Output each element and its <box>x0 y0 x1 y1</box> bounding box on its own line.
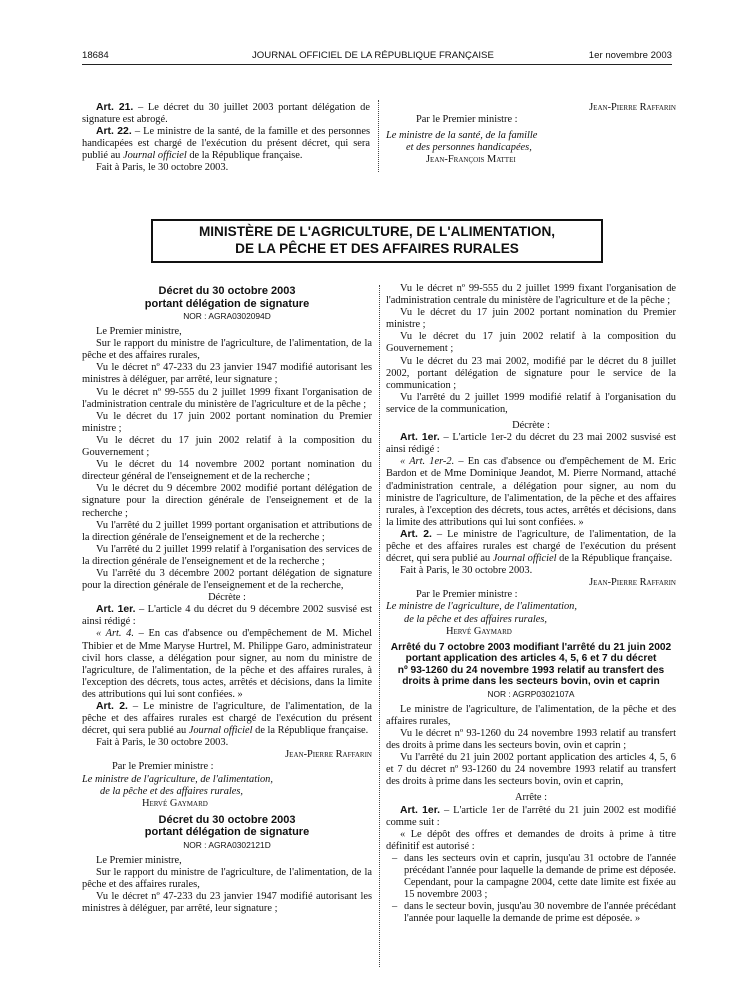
page-number: 18684 <box>82 50 109 61</box>
journal-ref: Journal officiel <box>122 150 187 162</box>
list-item: – dans le secteur bovin, jusqu'au 30 novembre de l'année précédant l'année pour laquelle la demande de prime est déposée. » <box>404 901 676 925</box>
signature-pm: Jean-Pierre Raffarin <box>285 749 372 761</box>
signature-pm: Jean-Pierre Raffarin <box>589 577 676 589</box>
paragraph: Vu le décret du 9 décembre 2002 modifié portant délégation de signature pour la direction générale de l'enseignement et de la recherche ; <box>82 483 372 519</box>
article-1-text: – L'article 4 du décret du 9 décembre 2002 susvisé est ainsi rédigé : <box>82 604 372 628</box>
left-column <box>82 285 372 915</box>
paragraph: Vu le décret nº 93-1260 du 24 novembre 1993 relatif au transfert des droits à prime dans les secteurs bovin, ovin et caprin ; <box>386 728 676 752</box>
dash-list <box>386 853 676 926</box>
paragraph: Le Premier ministre, <box>96 326 182 338</box>
minister-line-2: de la pêche et des affaires rurales, <box>404 613 548 625</box>
ministry-line-1: MINISTÈRE DE L'AGRICULTURE, DE L'ALIMENTATION, <box>198 224 556 239</box>
journal-ref: Journal officiel <box>188 725 253 737</box>
decree-1-nor: NOR : AGRA0302094D <box>183 311 271 321</box>
article-2-text: – Le ministre de l'agriculture, de l'alimentation, de la pêche et des affaires rurales est chargé de l'exécution du présent décret, qui sera publié au <box>386 528 676 565</box>
paragraph: Vu le décret nº 47-233 du 23 janvier 1947 modifié autorisant les ministres à déléguer, par arrêté, leur signature ; <box>82 362 372 386</box>
article-21-head: Art. 21. <box>96 102 134 113</box>
article-22-text: – Le ministre de la santé, de la famille et des personnes handicapées est chargé de l'exécution du présent décret, qui sera publié au <box>82 126 370 162</box>
decree-1-title-line-1: Décret du 30 octobre 2003 <box>158 285 296 297</box>
column-divider <box>378 100 379 172</box>
paragraph: Vu le décret du 17 juin 2002 relatif à la composition du Gouvernement ; <box>386 331 676 355</box>
arrete-title-line-2: portant application des articles 4, 5, 6 et 7 du décret <box>405 653 657 665</box>
paragraph: Le ministre de l'agriculture, de l'alimentation, de la pêche et des affaires rurales, <box>386 703 676 727</box>
article-1-2-head: « Art. 1er-2. <box>400 456 455 468</box>
arrete-title <box>386 642 676 688</box>
decrete-label: Décrète : <box>208 592 246 604</box>
fait-line: Fait à Paris, le 30 octobre 2003. <box>96 737 229 749</box>
page-header <box>82 50 672 65</box>
paragraph: Vu l'arrêté du 3 décembre 2002 portant délégation de signature pour la direction générale de l'enseignement et de la recherche, <box>82 567 372 592</box>
arrete-title-line-4: droits à prime dans les secteurs bovin, ovin et caprin <box>402 676 660 688</box>
arrete-nor: NOR : AGRP0302107A <box>487 688 575 699</box>
journal-ref: Journal officiel <box>492 553 557 565</box>
paragraph: Vu le décret nº 99-555 du 2 juillet 1999 fixant l'organisation de l'administration centrale du ministère de l'agriculture et de la pêche ; <box>82 386 372 410</box>
list-item: – dans les secteurs ovin et caprin, jusqu'au 31 octobre de l'année précédant l'année pour laquelle la demande de prime est déposée. Cependant, pour la campagne 2004, cette date limite est fixée au 15 novembre 2003 ; <box>404 853 676 901</box>
paragraph: Vu le décret du 17 juin 2002 relatif à la composition du Gouvernement ; <box>82 434 372 459</box>
article-1-head: Art. 1er. <box>400 432 440 444</box>
signature-minister: Hervé Gaymard <box>142 797 208 809</box>
top-right-column <box>386 102 676 166</box>
article-2-end: de la République française. <box>556 553 673 565</box>
paragraph: Vu le décret nº 47-233 du 23 janvier 1947 modifié autorisant les ministres à déléguer, par arrêté, leur signature ; <box>82 891 372 915</box>
article-21-text: – Le décret du 30 juillet 2003 portant délégation de signature est abrogé. <box>82 102 370 126</box>
top-left-column <box>82 102 370 175</box>
article-1-text: – L'article 1er de l'arrêté du 21 juin 2002 est modifié comme suit : <box>386 804 676 828</box>
decree-2-title-line-2: portant délégation de signature <box>144 826 310 839</box>
decrete-label: Décrète : <box>512 420 550 432</box>
article-1-2-text: – En cas d'absence ou d'empêchement de M. Eric Bardon et de Mme Dominique Jeandot, M. Pierre Normand, attaché d'administration centrale, a délégation pour signer, au nom du ministre de l'agriculture, de l'alimentation, de la pêche et des affaires rurales, à l'exception des décrets, tous actes, arrêtés et décisions, dans la limite des attributions qui lui sont confiées. » <box>386 456 676 528</box>
paragraph: Sur le rapport du ministre de l'agriculture, de l'alimentation, de la pêche et des affaires rurales, <box>82 338 372 362</box>
paragraph: Sur le rapport du ministre de l'agriculture, de l'alimentation, de la pêche et des affaires rurales, <box>82 867 372 891</box>
ministry-line-2: DE LA PÊCHE ET DES AFFAIRES RURALES <box>235 241 519 256</box>
article-22-end: de la République française. <box>186 150 303 162</box>
minister-line-1: Le ministre de l'agriculture, de l'alimentation, <box>386 601 577 613</box>
paragraph: Vu le décret nº 99-555 du 2 juillet 1999 fixant l'organisation de l'administration centrale du ministère de l'agriculture et de la pêche ; <box>386 283 676 307</box>
paragraph: Vu le décret du 17 juin 2002 portant nomination du Premier ministre ; <box>82 410 372 434</box>
quote-paragraph: « Le dépôt des offres et demandes de droits à prime à titre définitif est autorisé : <box>386 828 676 852</box>
article-4-text: – En cas d'absence ou d'empêchement de M. Michel Thibier et de Mme Maryse Hurtrel, M. Philippe Garo, administrateur civil hors classe, a délégation pour signer, au nom du ministre de l'agriculture, de l'alimentation, de la pêche et des affaires rurales, à l'exception des décrets, tous actes, arrêtés et décisions, dans la limite des attributions qui lui sont confiées. » <box>82 628 372 700</box>
signature-minister: Jean-François Mattei <box>426 154 516 166</box>
article-2-text: – Le ministre de l'agriculture, de l'alimentation, de la pêche et des affaires rurales est chargé de l'exécution du présent décret, qui sera publié au <box>82 701 372 737</box>
minister-line-2: et des personnes handicapées, <box>406 142 532 154</box>
paragraph: Vu le décret du 17 juin 2002 portant nomination du Premier ministre ; <box>386 307 676 331</box>
right-column <box>386 283 676 926</box>
paragraph: Vu l'arrêté du 21 juin 2002 portant application des articles 4, 5, 6 et 7 du décret nº 93-1260 du 24 novembre 1993 relatif au transfert des droits à prime dans les secteurs bovin, ovin et caprin, <box>386 752 676 788</box>
decree-1-title-line-2: portant délégation de signature <box>144 297 310 310</box>
article-1-head: Art. 1er. <box>400 804 441 816</box>
arrete-title-line-3: nº 93-1260 du 24 novembre 1993 relatif au transfert des <box>397 664 665 676</box>
paragraph: Vu l'arrêté du 2 juillet 1999 portant organisation et attributions de la direction générale de l'enseignement et de la recherche ; <box>82 519 372 543</box>
article-2-head: Art. 2. <box>96 701 128 712</box>
article-1-text: – L'article 1er-2 du décret du 23 mai 2002 susvisé est ainsi rédigé : <box>386 432 676 456</box>
arrete-title-line-1: Arrêté du 7 octobre 2003 modifiant l'arrêté du 21 juin 2002 <box>390 641 672 653</box>
pm-line: Par le Premier ministre : <box>112 761 214 773</box>
decree-2-title <box>82 814 372 839</box>
article-2-end: de la République française. <box>252 725 369 737</box>
paragraph: Le Premier ministre, <box>96 854 182 866</box>
article-2-head: Art. 2. <box>400 528 432 540</box>
minister-line-1: Le ministre de la santé, de la famille <box>386 130 538 142</box>
journal-title: JOURNAL OFFICIEL DE LA RÉPUBLIQUE FRANÇAISE <box>252 50 494 61</box>
decree-1-title <box>82 285 372 310</box>
fait-line: Fait à Paris, le 30 octobre 2003. <box>96 162 229 174</box>
pm-line: Par le Premier ministre : <box>416 589 518 601</box>
article-1-head: Art. 1er. <box>96 604 136 616</box>
article-4-head: « Art. 4. <box>96 628 134 640</box>
decree-2-nor: NOR : AGRA0302121D <box>183 839 271 850</box>
signature-pm: Jean-Pierre Raffarin <box>589 102 676 113</box>
minister-line-2: de la pêche et des affaires rurales, <box>100 785 244 797</box>
arrete-label: Arrête : <box>514 792 548 804</box>
issue-date: 1er novembre 2003 <box>588 50 672 61</box>
article-22-head: Art. 22. <box>96 126 132 138</box>
paragraph: Vu le décret du 14 novembre 2002 portant nomination du directeur général de l'enseignement et de la recherche ; <box>82 459 372 483</box>
fait-line: Fait à Paris, le 30 octobre 2003. <box>400 565 533 577</box>
paragraph: Vu l'arrêté du 2 juillet 1999 modifié relatif à l'organisation du service de la communication, <box>386 391 676 415</box>
paragraph: Vu l'arrêté du 2 juillet 1999 relatif à l'organisation des services de la direction générale de l'enseignement et de la recherche ; <box>82 543 372 567</box>
minister-line-1: Le ministre de l'agriculture, de l'alimentation, <box>82 773 273 785</box>
column-divider <box>379 285 380 967</box>
signature-minister: Hervé Gaymard <box>446 625 512 637</box>
paragraph: Vu le décret du 23 mai 2002, modifié par le décret du 8 juillet 2002, portant délégation de signature pour le service de la communication ; <box>386 355 676 391</box>
pm-line: Par le Premier ministre : <box>416 114 518 126</box>
ministry-banner <box>151 219 603 263</box>
decree-2-title-line-1: Décret du 30 octobre 2003 <box>158 813 296 826</box>
